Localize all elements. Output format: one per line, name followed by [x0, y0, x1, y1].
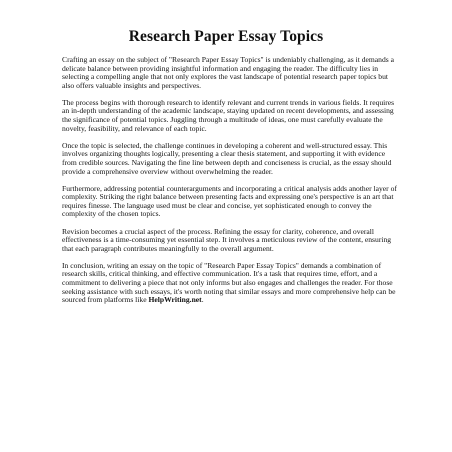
- paragraph-intro: Crafting an essay on the subject of "Research Paper Essay Topics" is undeniably challenging, as it demands a delicate balance between providing insightful information and engaging the reader. The difficulty lies in selecting a compelling angle that not only explores the vast landscape of potential research paper topics but also offers valuable insights and perspectives.: [62, 55, 394, 90]
- paragraph-research-process: The process begins with thorough research to identify relevant and current trends in various fields. It requires an in-depth understanding of the academic landscape, staying updated on recent developments, and assessing the significance of potential topics. Juggling through a multitude of ideas, one must carefully evaluate the novelty, feasibility, and relevance of each topic.: [62, 97, 395, 133]
- paragraph-structure: Once the topic is selected, the challenge continues in developing a coherent and well-structured essay. This involves organizing thoughts logically, presenting a clear thesis statement, and supporting it with evidence from credible sources. Navigating the fine line between depth and conciseness is crucial, as the essay should provide a comprehensive overview without overwhelming the reader.: [62, 140, 392, 176]
- conclusion-period: .: [201, 295, 204, 305]
- conclusion-text: In conclusion, writing an essay on the topic of "Research Paper Essay Topics" demands a combination of research skills, critical thinking, and effective communication. It's a task that requires time, effort, and a commitment to delivering a piece that not only informs but also engages and challenges the reader. For those seeking assistance with such essays, it's worth noting that similar essays and more comprehensive help can be sourced from platforms like: [62, 260, 396, 305]
- document-body: [62, 56, 400, 305]
- paragraph-counterarguments: Furthermore, addressing potential counterarguments and incorporating a critical analysis adds another layer of complexity. Striking the right balance between presenting facts and expressing one's perspective is an art that requires finesse. The language used must be clear and concise, yet sophisticated enough to convey the complexity of the chosen topics.: [62, 183, 397, 219]
- helpwriting-link-text: HelpWriting.net: [148, 295, 202, 305]
- paragraph-revision: Revision becomes a crucial aspect of the process. Refining the essay for clarity, coherence, and overall effectiveness is a time-consuming yet essential step. It involves a meticulous review of the content, ensuring that each paragraph contributes meaningfully to the overall argument.: [62, 226, 392, 253]
- paragraph-conclusion: [62, 262, 400, 305]
- page-title: Research Paper Essay Topics: [128, 28, 324, 45]
